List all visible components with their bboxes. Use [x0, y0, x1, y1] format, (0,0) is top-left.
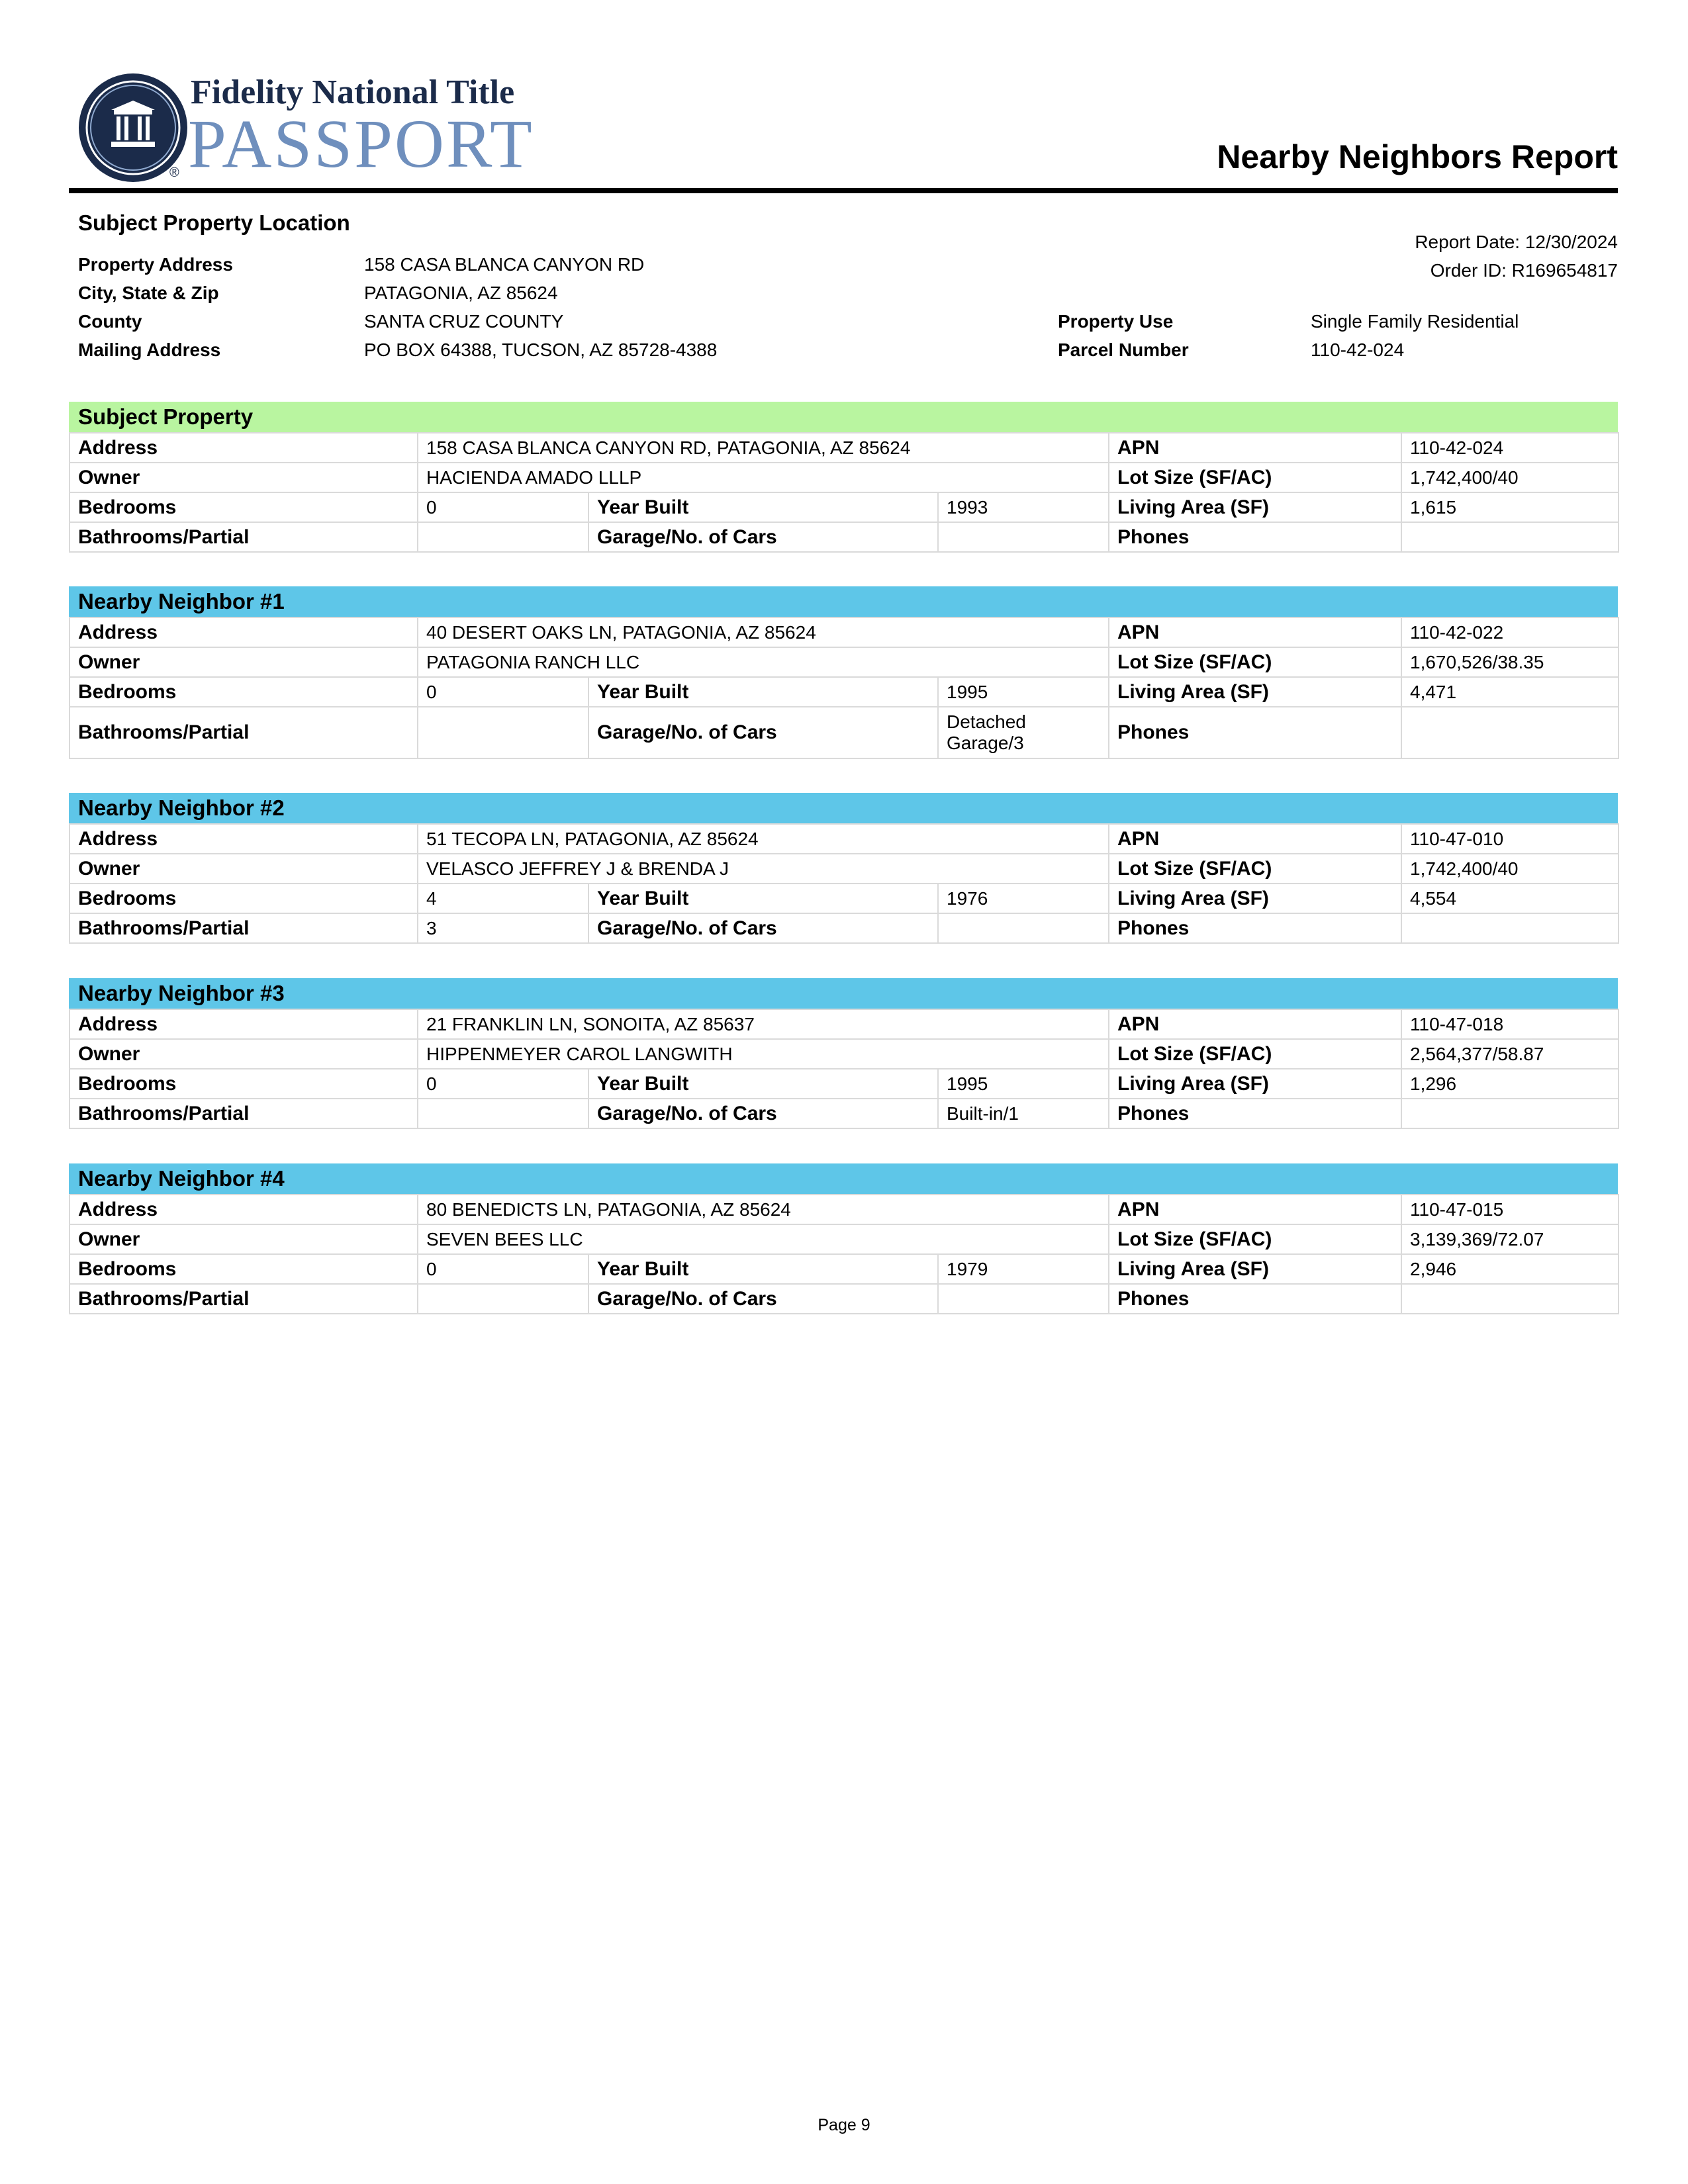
- phones-label: Phones: [1109, 707, 1401, 758]
- bedrooms-value: 0: [418, 677, 588, 707]
- garage-label: Garage/No. of Cars: [588, 1099, 938, 1128]
- apn-label: APN: [1109, 617, 1401, 647]
- report-header: [69, 66, 1618, 192]
- apn-label: APN: [1109, 824, 1401, 854]
- bathrooms-value: [418, 1284, 588, 1314]
- section-header: Nearby Neighbor #2: [69, 793, 1618, 823]
- bathrooms-value: 3: [418, 913, 588, 943]
- bedrooms-value: 0: [418, 1069, 588, 1099]
- section-header: Nearby Neighbor #4: [69, 1163, 1618, 1194]
- location-row: [78, 340, 1618, 368]
- bathrooms-label: Bathrooms/Partial: [70, 913, 418, 943]
- property-table: [69, 823, 1619, 944]
- apn-value: 110-42-022: [1401, 617, 1618, 647]
- year-built-value: 1995: [938, 1069, 1109, 1099]
- living-area-label: Living Area (SF): [1109, 677, 1401, 707]
- table-row: [70, 1039, 1618, 1069]
- year-built-label: Year Built: [588, 1254, 938, 1284]
- neighbor-2-section: [69, 793, 1618, 944]
- property-table: [69, 1194, 1619, 1314]
- bathrooms-label: Bathrooms/Partial: [70, 707, 418, 758]
- bedrooms-label: Bedrooms: [70, 1069, 418, 1099]
- section-header: Nearby Neighbor #1: [69, 586, 1618, 617]
- garage-value: [938, 707, 1109, 758]
- location-row: [78, 254, 1618, 283]
- phones-value: [1401, 913, 1618, 943]
- property-table: [69, 617, 1619, 759]
- phones-label: Phones: [1109, 522, 1401, 552]
- location-value: 110-42-024: [1311, 340, 1405, 360]
- year-built-label: Year Built: [588, 677, 938, 707]
- location-row: [78, 283, 1618, 311]
- table-row: [70, 677, 1618, 707]
- owner-value: HACIENDA AMADO LLLP: [418, 463, 1109, 492]
- bathrooms-value: [418, 707, 588, 758]
- garage-label: Garage/No. of Cars: [588, 707, 938, 758]
- location-value: 158 CASA BLANCA CANYON RD: [364, 254, 645, 275]
- address-label: Address: [70, 1195, 418, 1224]
- neighbor-3-section: [69, 978, 1618, 1129]
- location-label: Property Address: [78, 254, 233, 275]
- location-title: Subject Property Location: [78, 210, 350, 235]
- apn-value: 110-47-018: [1401, 1009, 1618, 1039]
- bedrooms-label: Bedrooms: [70, 492, 418, 522]
- bedrooms-value: 0: [418, 492, 588, 522]
- apn-label: APN: [1109, 1195, 1401, 1224]
- year-built-label: Year Built: [588, 492, 938, 522]
- lot-size-label: Lot Size (SF/AC): [1109, 1039, 1401, 1069]
- owner-label: Owner: [70, 1039, 418, 1069]
- lot-size-value: 1,670,526/38.35: [1401, 647, 1618, 677]
- living-area-value: 1,296: [1401, 1069, 1618, 1099]
- neighbor-4-section: [69, 1163, 1618, 1314]
- living-area-value: 4,554: [1401, 884, 1618, 913]
- report-date: Report Date: 12/30/2024: [1415, 232, 1618, 252]
- location-label: Mailing Address: [78, 340, 221, 360]
- owner-value: VELASCO JEFFREY J & BRENDA J: [418, 854, 1109, 884]
- year-built-value: 1979: [938, 1254, 1109, 1284]
- bedrooms-label: Bedrooms: [70, 884, 418, 913]
- garage-label: Garage/No. of Cars: [588, 1284, 938, 1314]
- lot-size-value: 1,742,400/40: [1401, 854, 1618, 884]
- table-row: [70, 433, 1618, 463]
- garage-value: [938, 1284, 1109, 1314]
- location-label: City, State & Zip: [78, 283, 219, 303]
- brand-passport: PASSPORT: [188, 106, 534, 182]
- owner-value: PATAGONIA RANCH LLC: [418, 647, 1109, 677]
- apn-label: APN: [1109, 1009, 1401, 1039]
- table-row: [70, 1069, 1618, 1099]
- garage-value: Built-in/1: [938, 1099, 1109, 1128]
- neighbor-1-section: [69, 586, 1618, 759]
- address-label: Address: [70, 433, 418, 463]
- table-row: [70, 463, 1618, 492]
- subject-property-section: [69, 402, 1618, 553]
- table-row: [70, 1099, 1618, 1128]
- lot-size-value: 1,742,400/40: [1401, 463, 1618, 492]
- phones-label: Phones: [1109, 1099, 1401, 1128]
- location-label: Property Use: [1058, 311, 1174, 332]
- owner-value: SEVEN BEES LLC: [418, 1224, 1109, 1254]
- living-area-value: 2,946: [1401, 1254, 1618, 1284]
- location-row: [78, 311, 1618, 340]
- apn-value: 110-42-024: [1401, 433, 1618, 463]
- section-header: Subject Property: [69, 402, 1618, 432]
- phones-value: [1401, 522, 1618, 552]
- section-header: Nearby Neighbor #3: [69, 978, 1618, 1009]
- table-row: [70, 492, 1618, 522]
- table-row: [70, 1284, 1618, 1314]
- location-label: Parcel Number: [1058, 340, 1189, 360]
- lot-size-label: Lot Size (SF/AC): [1109, 1224, 1401, 1254]
- order-id: Order ID: R169654817: [1430, 260, 1618, 281]
- table-row: [70, 647, 1618, 677]
- address-label: Address: [70, 824, 418, 854]
- table-row: [70, 707, 1618, 758]
- lot-size-value: 3,139,369/72.07: [1401, 1224, 1618, 1254]
- bathrooms-label: Bathrooms/Partial: [70, 522, 418, 552]
- year-built-value: 1993: [938, 492, 1109, 522]
- living-area-value: 4,471: [1401, 677, 1618, 707]
- bathrooms-value: [418, 1099, 588, 1128]
- table-row: [70, 913, 1618, 943]
- owner-label: Owner: [70, 854, 418, 884]
- table-row: [70, 1254, 1618, 1284]
- bathrooms-value: [418, 522, 588, 552]
- bedrooms-label: Bedrooms: [70, 677, 418, 707]
- year-built-label: Year Built: [588, 884, 938, 913]
- apn-value: 110-47-010: [1401, 824, 1618, 854]
- address-value: 40 DESERT OAKS LN, PATAGONIA, AZ 85624: [418, 617, 1109, 647]
- garage-value-line: Detached: [947, 711, 1026, 732]
- location-details: [78, 254, 1618, 368]
- table-row: [70, 1195, 1618, 1224]
- phones-label: Phones: [1109, 913, 1401, 943]
- address-value: 158 CASA BLANCA CANYON RD, PATAGONIA, AZ 85624: [418, 433, 1109, 463]
- location-label: County: [78, 311, 142, 332]
- lot-size-label: Lot Size (SF/AC): [1109, 463, 1401, 492]
- table-row: [70, 617, 1618, 647]
- location-value: PO BOX 64388, TUCSON, AZ 85728-4388: [364, 340, 718, 360]
- location-value: PATAGONIA, AZ 85624: [364, 283, 558, 303]
- property-table: [69, 432, 1619, 553]
- lot-size-label: Lot Size (SF/AC): [1109, 647, 1401, 677]
- living-area-label: Living Area (SF): [1109, 884, 1401, 913]
- owner-label: Owner: [70, 463, 418, 492]
- garage-value-line: Garage/3: [947, 733, 1024, 753]
- apn-label: APN: [1109, 433, 1401, 463]
- owner-label: Owner: [70, 647, 418, 677]
- apn-value: 110-47-015: [1401, 1195, 1618, 1224]
- year-built-value: 1995: [938, 677, 1109, 707]
- location-value: Single Family Residential: [1311, 311, 1519, 332]
- bedrooms-value: 0: [418, 1254, 588, 1284]
- lot-size-value: 2,564,377/58.87: [1401, 1039, 1618, 1069]
- table-row: [70, 1009, 1618, 1039]
- phones-label: Phones: [1109, 1284, 1401, 1314]
- living-area-label: Living Area (SF): [1109, 1069, 1401, 1099]
- table-row: [70, 884, 1618, 913]
- address-value: 80 BENEDICTS LN, PATAGONIA, AZ 85624: [418, 1195, 1109, 1224]
- header-divider: [69, 188, 1618, 193]
- garage-value: [938, 522, 1109, 552]
- property-table: [69, 1009, 1619, 1129]
- registered-mark: ®: [169, 165, 179, 180]
- lot-size-label: Lot Size (SF/AC): [1109, 854, 1401, 884]
- table-row: [70, 522, 1618, 552]
- year-built-value: 1976: [938, 884, 1109, 913]
- page-number: Page 9: [818, 2116, 870, 2134]
- table-row: [70, 854, 1618, 884]
- location-value: SANTA CRUZ COUNTY: [364, 311, 564, 332]
- bathrooms-label: Bathrooms/Partial: [70, 1099, 418, 1128]
- report-title: Nearby Neighbors Report: [1217, 138, 1618, 175]
- brand-name: Fidelity National Title: [191, 73, 515, 111]
- living-area-label: Living Area (SF): [1109, 1254, 1401, 1284]
- garage-label: Garage/No. of Cars: [588, 913, 938, 943]
- bedrooms-label: Bedrooms: [70, 1254, 418, 1284]
- year-built-label: Year Built: [588, 1069, 938, 1099]
- phones-value: [1401, 707, 1618, 758]
- address-label: Address: [70, 617, 418, 647]
- owner-label: Owner: [70, 1224, 418, 1254]
- address-value: 21 FRANKLIN LN, SONOITA, AZ 85637: [418, 1009, 1109, 1039]
- table-row: [70, 824, 1618, 854]
- bedrooms-value: 4: [418, 884, 588, 913]
- address-label: Address: [70, 1009, 418, 1039]
- phones-value: [1401, 1284, 1618, 1314]
- living-area-label: Living Area (SF): [1109, 492, 1401, 522]
- garage-label: Garage/No. of Cars: [588, 522, 938, 552]
- address-value: 51 TECOPA LN, PATAGONIA, AZ 85624: [418, 824, 1109, 854]
- garage-value: [938, 913, 1109, 943]
- phones-value: [1401, 1099, 1618, 1128]
- table-row: [70, 1224, 1618, 1254]
- owner-value: HIPPENMEYER CAROL LANGWITH: [418, 1039, 1109, 1069]
- bathrooms-label: Bathrooms/Partial: [70, 1284, 418, 1314]
- living-area-value: 1,615: [1401, 492, 1618, 522]
